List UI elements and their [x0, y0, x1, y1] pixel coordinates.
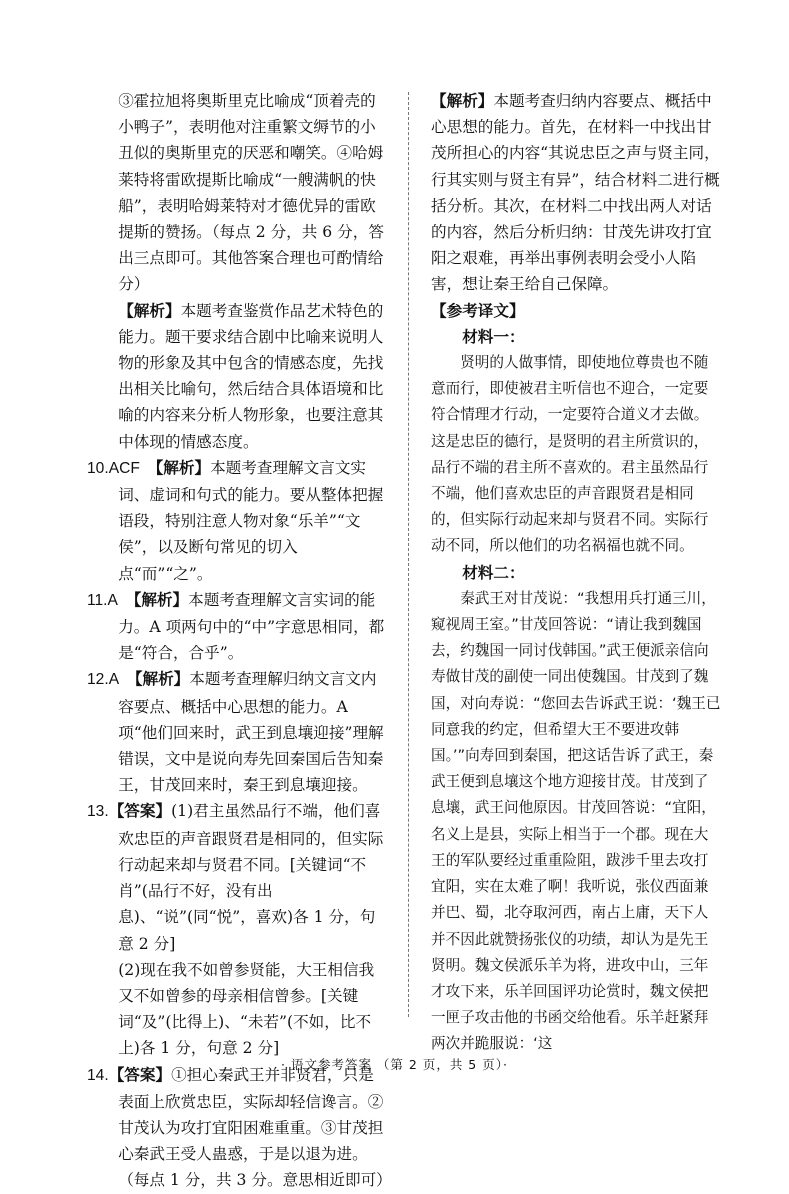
answer-tag: 【答案】: [108, 1064, 172, 1084]
page-footer: · 语文参考答案 （第 2 页，共 5 页）·: [281, 1057, 508, 1072]
q13-number: 13.: [87, 803, 109, 821]
material-1-translation: 贤明的人做事情，即使地位尊贵也不随意而行，即使被君主听信也不迎合，一定要符合情理才行动，一定要符合道义才去做。这是忠臣的德行，是贤明的君主所赏识的，品行不端的君主所不喜欢的。君主虽然品行不端，他们喜欢忠臣的声音跟贤君是相同的，但实际行动起来却与贤君不同。实际行动不同，所以他们的功名祸福也就不同。: [431, 354, 709, 555]
material-1-title: 材料一：: [462, 326, 525, 346]
q11-number: 11.: [87, 591, 108, 609]
material-2-title: 材料二：: [462, 562, 525, 582]
q14-number: 14.: [87, 1066, 109, 1084]
q13-answer: [87, 798, 387, 956]
q10-answer: [87, 455, 387, 587]
q13-part2: (2)现在我不如曾参贤能，大王相信我又不如曾参的母亲相信曾参。[关键词“及”(比得上)、“未若”(不如，比不上)各 1 分，句意 2 分]: [118, 960, 375, 1058]
analysis-text: 本题考查理解归纳文言文内容要点、概括中心思想的能力。A 项“他们回来时，武王到息壤迎接”理解错误，文中是说向寿先回秦国后告知秦王，甘茂回来时，秦王到息壤迎接。: [118, 670, 384, 795]
analysis-tag: 【解析】: [155, 457, 211, 477]
q14-text: ①担心秦武王并非贤君，只是表面上欣赏忠臣，实际却轻信谗言。②甘茂认为攻打宜阳困难重重。③甘茂担心秦武王受人蛊惑，于是以退为进。（每点 1 分，共 3 分。意思相近即可）: [118, 1065, 392, 1190]
left-column: [87, 88, 392, 1194]
analysis-text: 本题考查鉴赏作品艺术特色的能力。题干要求结合剧中比喻来说明人物的形象及其中包含的情感态度，先找出相关比喻句，然后结合具体语境和比喻的内容来分析人物形象，也要注意其中体现的情感态度。: [118, 301, 384, 451]
right-column: [431, 88, 721, 1058]
q9-analysis: [87, 298, 387, 455]
reference-translation-title: 【参考译文】: [431, 300, 525, 320]
q12-number: 12.: [87, 671, 109, 689]
analysis-tag: 【解析】: [134, 669, 190, 689]
q15-analysis: [431, 88, 721, 298]
column-divider: [408, 92, 409, 1017]
q12-answer: [87, 666, 387, 798]
q9-answer-continued: ③霍拉旭将奥斯里克比喻成“顶着壳的小鸭子”，表明他对注重繁文缛节的小丑似的奥斯里克的厌恶和嘲笑。④哈姆莱特将雷欧提斯比喻成“一艘满帆的快船”，表明哈姆莱特对才德优异的雷欧提斯的赞扬。（每点 2 分，共 6 分，答出三点即可。其他答案合理也可酌情给分）: [118, 92, 384, 294]
q11-choice: A: [107, 591, 118, 609]
q11-answer: [87, 587, 387, 667]
analysis-tag: 【解析】: [118, 300, 181, 320]
analysis-tag: 【解析】: [431, 91, 494, 110]
analysis-text: 本题考查归纳内容要点、概括中心思想的能力。首先，在材料一中找出甘茂所担心的内容“其说忠臣之声与贤主同，行其实则与贤主有异”，结合材料二进行概括分析。其次，在材料二中找出两人对话的内容，然后分析归纳：甘茂先讲攻打宜阳之艰难，再举出事例表明会受小人陷害，想让秦王给自己保障。: [431, 92, 720, 294]
analysis-tag: 【解析】: [133, 589, 189, 609]
analysis-text: 本题考查理解文言实词的能力。A 项两句中的“中”字意思相同，都是“符合，合乎”。: [118, 590, 385, 663]
q14-answer: [87, 1062, 392, 1194]
answer-tag: 【答案】: [108, 801, 172, 821]
q12-choice: A: [108, 671, 120, 689]
material-2-translation: 秦武王对甘茂说：“我想用兵打通三川，窥视周王室。”甘茂回答说：“请让我到魏国去，约魏国一同讨伐韩国。”武王便派亲信向寿做甘茂的副使一同出使魏国。甘茂到了魏国，对向寿说：“您回去告诉武王说：‘魏王已同意我的约定，但希望大王不要进攻韩国。’”向寿回到秦国，把这话告诉了武王，秦武王便到息壤这个地方迎接甘茂。甘茂到了息壤，武王问他原因。甘茂回答说：“宜阳，名义上是县，实际上相当于一个郡。现在大王的军队要经过重重险阻，跋涉千里去攻打宜阳，实在太难了啊！我听说，张仪西面兼并巴、蜀，北夺取河西，南占上庸，天下人并不因此就赞扬张仪的功绩，却认为是先王贤明。魏文侯派乐羊为将，进攻中山，三年才攻下来，乐羊回国评功论赏时，魏文侯把一匣子攻击他的书函交给他看。乐羊赶紧拜两次并跪服说：‘这: [431, 589, 721, 1053]
q10-choice: ACF: [108, 459, 140, 477]
q10-number: 10.: [87, 459, 109, 477]
analysis-text: 本题考查理解文言文实词、虚词和句式的能力。要从整体把握语段，特别注意人物对象“乐羊”“文侯”，以及断句常见的切入点“而”“之”。: [118, 458, 384, 583]
q13-part1: (1)君主虽然品行不端，他们喜欢忠臣的声音跟贤君是相同的，但实际行动起来却与贤君不同。[关键词“不肖”(品行不好，没有出息)、“说”(同“悦”，喜欢)各 1 分，句意 2 分]: [118, 802, 384, 953]
